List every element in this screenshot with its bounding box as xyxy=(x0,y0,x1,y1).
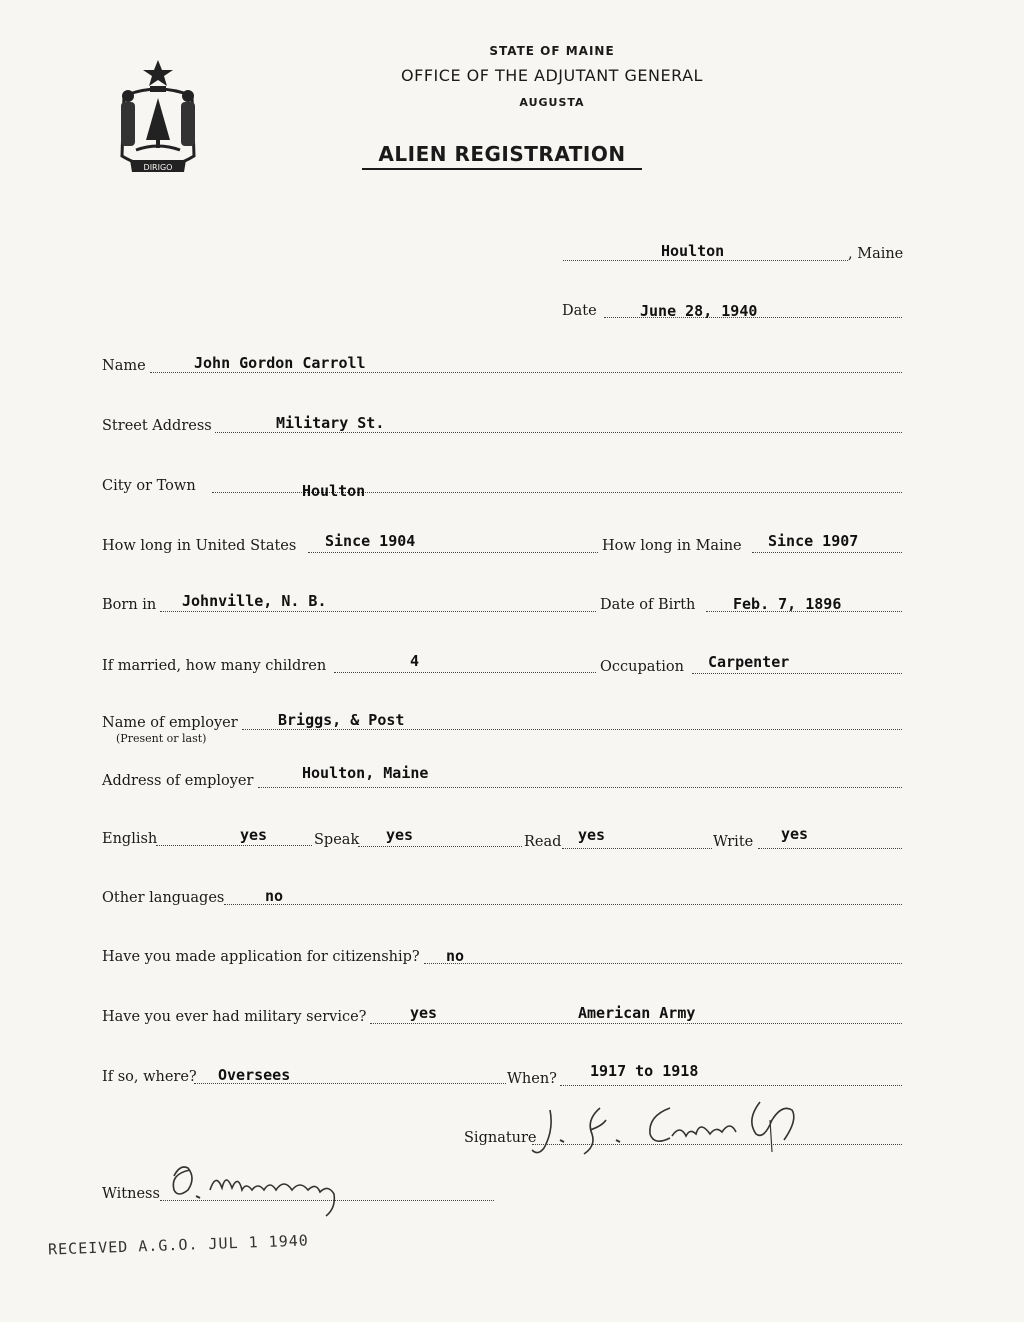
born-label: Born in xyxy=(102,597,157,613)
when-value: 1917 to 1918 xyxy=(590,1062,699,1080)
write-value: yes xyxy=(781,825,809,843)
header-state: STATE OF MAINE xyxy=(489,44,615,58)
us-label: How long in United States xyxy=(102,538,297,554)
signature-label: Signature xyxy=(464,1130,537,1146)
children-value: 4 xyxy=(410,652,420,670)
children-label: If married, how many children xyxy=(102,658,327,674)
when-label: When? xyxy=(507,1071,557,1087)
occupation-label: Occupation xyxy=(600,659,684,675)
employer-label: Name of employer xyxy=(102,715,238,731)
write-label: Write xyxy=(713,834,754,850)
date-label: Date xyxy=(562,303,597,319)
street-value: Military St. xyxy=(276,414,385,432)
occupation-value: Carpenter xyxy=(708,653,790,671)
dob-label: Date of Birth xyxy=(600,597,696,613)
military-label: Have you ever had military service? xyxy=(102,1009,367,1025)
citizenship-value: no xyxy=(446,947,465,965)
citizenship-label: Have you made application for citizenship? xyxy=(102,949,420,965)
name-label: Name xyxy=(102,358,146,374)
date-value: June 28, 1940 xyxy=(640,302,758,320)
speak-label: Speak xyxy=(314,832,360,848)
header-office: OFFICE OF THE ADJUTANT GENERAL xyxy=(401,66,703,85)
employer-address-label: Address of employer xyxy=(102,773,254,789)
english-value: yes xyxy=(240,826,268,844)
employer-address-value: Houlton, Maine xyxy=(302,764,429,782)
read-label: Read xyxy=(524,834,562,850)
place-suffix: , Maine xyxy=(848,246,904,262)
signature-image xyxy=(520,1090,820,1160)
speak-value: yes xyxy=(386,826,414,844)
seal-motto: DIRIGO xyxy=(143,163,173,172)
place-value: Houlton xyxy=(661,242,725,260)
military-branch-value: American Army xyxy=(578,1004,696,1022)
other-languages-label: Other languages xyxy=(102,890,225,906)
street-label: Street Address xyxy=(102,418,212,434)
other-languages-value: no xyxy=(265,887,284,905)
read-value: yes xyxy=(578,826,606,844)
name-value: John Gordon Carroll xyxy=(194,354,366,372)
maine-value: Since 1907 xyxy=(768,532,859,550)
where-label: If so, where? xyxy=(102,1069,197,1085)
city-value: Houlton xyxy=(302,482,366,500)
city-label: City or Town xyxy=(102,478,196,494)
witness-label: Witness xyxy=(102,1186,160,1202)
maine-label: How long in Maine xyxy=(602,538,742,554)
where-value: Oversees xyxy=(218,1066,291,1084)
military-value: yes xyxy=(410,1004,438,1022)
received-stamp: RECEIVED A.G.O. JUL 1 1940 xyxy=(47,1231,310,1259)
form-title: ALIEN REGISTRATION xyxy=(362,142,642,170)
employer-value: Briggs, & Post xyxy=(278,711,405,729)
dob-value: Feb. 7, 1896 xyxy=(733,595,842,613)
english-label: English xyxy=(102,831,158,847)
employer-sublabel: (Present or last) xyxy=(116,732,207,745)
us-value: Since 1904 xyxy=(325,532,416,550)
witness-signature-image xyxy=(160,1156,360,1222)
header-city: AUGUSTA xyxy=(519,96,585,109)
born-value: Johnville, N. B. xyxy=(182,592,327,610)
